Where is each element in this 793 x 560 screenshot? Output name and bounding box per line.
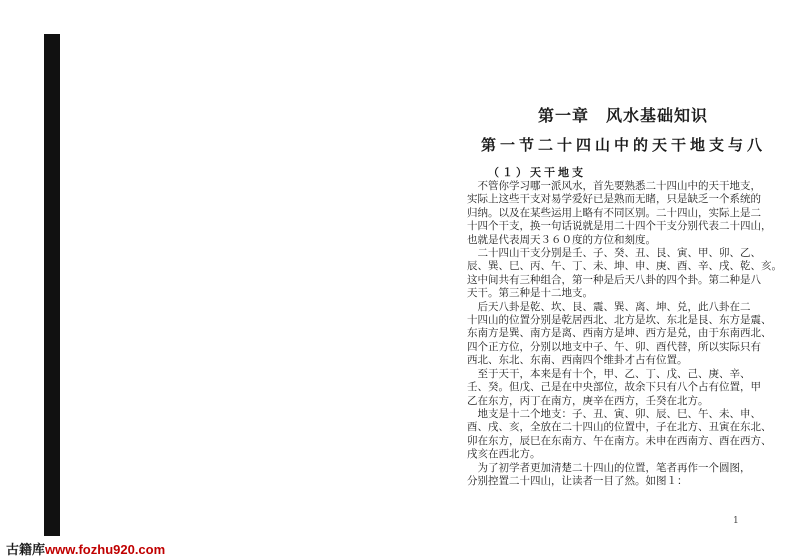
paragraph <box>467 461 751 489</box>
text-line: 天干。第三种是十二地支。 <box>467 287 593 300</box>
text-line: 辰、巽、巳、丙、午、丁、未、坤、申、庚、酉、辛、戌、乾、亥。 <box>467 260 782 273</box>
text-line: 二十四山干支分别是壬、子、癸、丑、艮、寅、甲、卯、乙、 <box>467 247 761 260</box>
text-line: 四个正方位，分别以地支中子、午、卯、酉代替，所以实际只有 <box>467 340 761 353</box>
text-line: 不管你学习哪一派风水，首先要熟悉二十四山中的天干地支， <box>467 180 761 192</box>
paragraph <box>467 367 761 408</box>
watermark-url: www.fozhu920.com <box>45 542 166 557</box>
paragraph <box>467 300 772 368</box>
chapter-title: 第一章 风水基础知识 <box>538 106 709 125</box>
text-line: 酉、戌、亥，全放在二十四山的位置中，子在北方、丑寅在东北、 <box>467 421 772 434</box>
text-line: 壬、癸。但戊、己是在中央部位，故余下只有八个占有位置，甲 <box>467 381 761 394</box>
paragraph <box>467 247 782 301</box>
body-text <box>467 180 782 488</box>
text-line: 戌亥在西北方。 <box>467 448 541 461</box>
text-line: 归纳。以及在某些运用上略有不同区别。二十四山，实际上是二 <box>467 206 761 219</box>
text-line: 至于天干，本来是有十个，甲、乙、丁、戊、己、庚、辛、 <box>467 367 751 380</box>
paragraph <box>467 407 772 462</box>
text-line: 也就是代表周天３６０度的方位和刻度。 <box>467 233 656 246</box>
text-line: 乙在东方，丙丁在南方，庚辛在西方，壬癸在北方。 <box>467 394 709 407</box>
section-title: 第一节二十四山中的天干地支与八 <box>481 136 767 154</box>
text-line: 地支是十二个地支：子、丑、寅、卯、辰、巳、午、未、申、 <box>467 407 761 420</box>
page-number: 1 <box>733 516 739 526</box>
subsection-title: （１）天干地支 <box>488 166 586 179</box>
text-line: 卯在东方，辰巳在东南方、午在南方。未申在西南方、酉在西方、 <box>467 434 772 447</box>
paragraph <box>467 180 772 247</box>
text-line: 为了初学者更加清楚二十四山的位置，笔者再作一个圆图， <box>467 461 751 474</box>
text-line: 十四山的位置分别是乾居西北、北方是坎、东北是艮、东方是震、 <box>467 314 772 327</box>
text-line: 分别控置二十四山，让读者一目了然。如图１： <box>467 474 688 487</box>
site-watermark <box>6 539 165 558</box>
binding-edge <box>44 34 60 536</box>
text-line: 西北、东北、东南、西南四个维卦才占有位置。 <box>467 354 688 367</box>
watermark-label: 古籍库 <box>6 542 46 557</box>
text-line: 东南方是巽、南方是离、西南方是坤、西方是兑，由于东南西北、 <box>467 327 772 340</box>
text-line: 后天八卦是乾、坎、艮、震、巽、离、坤、兑，此八卦在二 <box>467 300 751 313</box>
text-line: 这中间共有三种组合，第一种是后天八卦的四个卦。第二种是八 <box>467 273 761 286</box>
text-line: 实际上这些干支对易学爱好已是熟而无睹，只是缺乏一个系统的 <box>467 193 761 206</box>
text-line: 十四个干支，换一句话说就是用二十四个干支分别代表二十四山， <box>467 220 772 233</box>
